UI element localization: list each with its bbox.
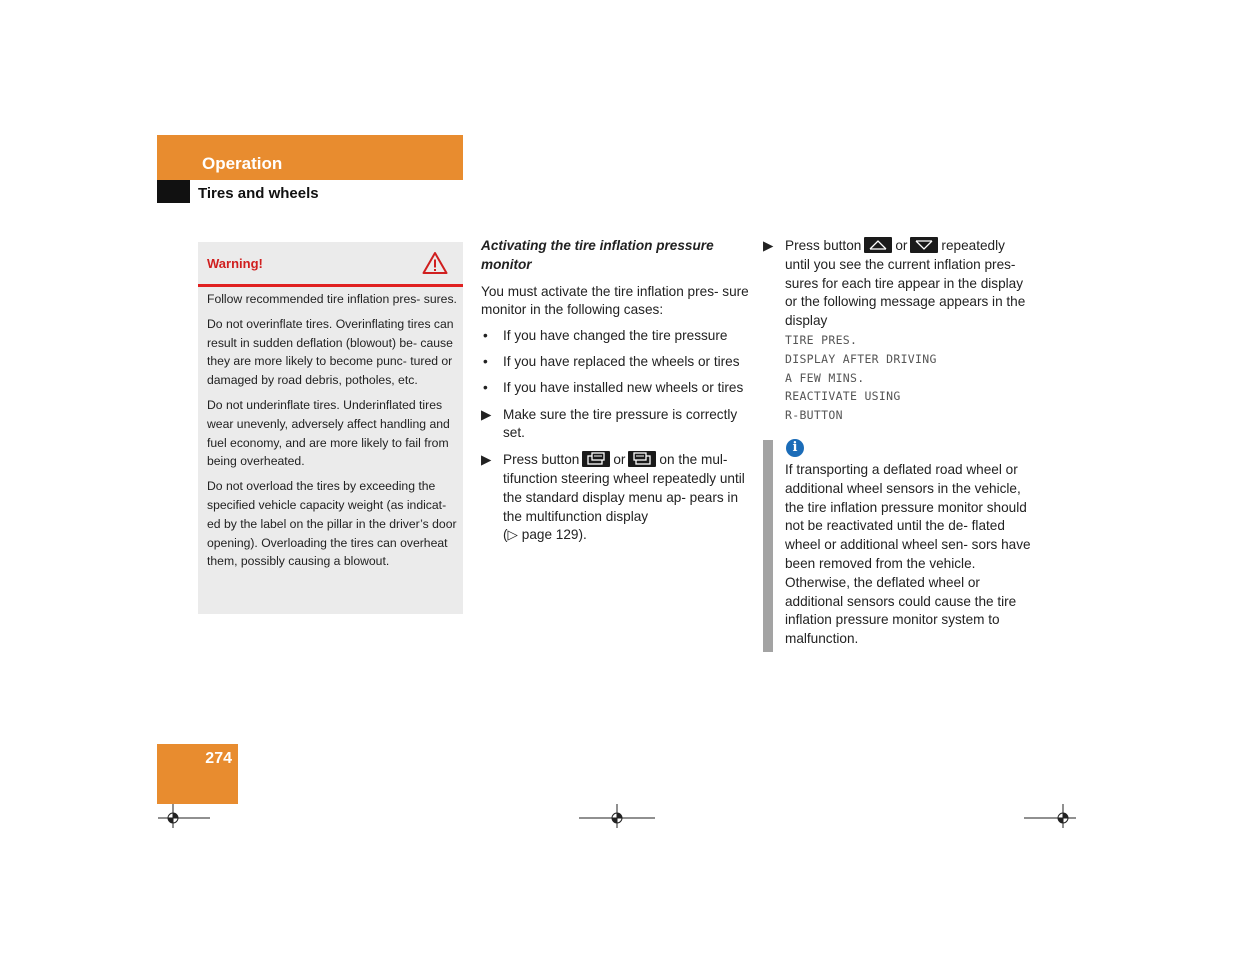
warning-paragraph: Do not overload the tires by exceeding the specified vehicle capacity weight (as indicat- ed by the label on the pillar in the driver’s door opening). Overloading the tires can overheat them, possibly causing a blowout.	[207, 479, 457, 569]
list-item-text: If you have changed the tire pressure	[503, 328, 728, 344]
warning-paragraph: Do not overinflate tires. Overinflating tires can result in sudden deflation (blowout) be- cause they are more likely to become punc- tured or damaged by road debris, potholes, etc.	[207, 316, 454, 388]
bullet-dot-icon: •	[483, 353, 488, 369]
info-bar	[763, 440, 773, 652]
info-text: If transporting a deflated road wheel or additional wheel sensors in the vehicle, the tire inflation pressure monitor should not be reactivated until the de- flated wheel or additional wheel sen- sors have been removed from the vehicle. Otherwise, the deflated wheel or additional sensors could cause the tire inflation pressure monitor system to malfunction.	[785, 462, 1031, 647]
page-number-box	[157, 744, 238, 804]
step-arrow-icon: ▶	[763, 238, 774, 253]
bullet-dot-icon: •	[483, 379, 488, 395]
step-text-suffix: on the mul- tifunction steering wheel repeatedly until the standard display menu ap- pears in the multifunction display	[503, 452, 745, 524]
display-message	[763, 331, 1033, 425]
up-button-icon	[864, 237, 892, 253]
warning-title: Warning!	[207, 256, 263, 271]
step-item	[481, 451, 751, 545]
warning-paragraph: Do not underinflate tires. Underinflated tires wear unevenly, adversely affect handling and fuel economy, and are more likely to fail from being overheated.	[207, 397, 450, 469]
step-text-prefix: Press button	[503, 452, 580, 468]
list-item	[481, 353, 751, 372]
info-icon: i	[786, 439, 804, 457]
step-item	[763, 237, 1033, 331]
display-line: R-BUTTON	[785, 408, 843, 423]
info-box	[763, 440, 1033, 652]
list-item-text: If you have replaced the wheels or tires	[503, 353, 740, 369]
page-reference: (▷ page 129).	[503, 527, 587, 543]
step-text-or: or	[613, 452, 626, 468]
activation-heading: Activating the tire inflation pressure monitor	[481, 238, 714, 272]
display-line: REACTIVATE USING	[785, 389, 901, 404]
step-text-or: or	[895, 238, 908, 253]
down-button-icon	[910, 237, 938, 253]
display-line: TIRE PRES.	[785, 332, 858, 347]
subsection-marker	[157, 180, 190, 203]
page-number: 274	[205, 750, 232, 767]
step-arrow-icon: ▶	[481, 406, 492, 422]
step-text-suffix: repeatedly until you see the current inflation pres- sures for each tire appear in the display or the following message appears in the display	[785, 238, 1026, 329]
registration-mark-icon	[158, 804, 212, 828]
list-item	[481, 327, 751, 346]
display-back-button-icon	[582, 451, 610, 467]
subsection-title: Tires and wheels	[198, 185, 319, 202]
warning-triangle-icon	[422, 251, 448, 275]
bullet-dot-icon: •	[483, 328, 488, 344]
registration-mark-icon	[1024, 804, 1078, 828]
display-line: DISPLAY AFTER DRIVING	[785, 351, 937, 366]
step-text-prefix: Press button	[785, 238, 862, 253]
section-title: Operation	[202, 154, 283, 173]
list-item-text: If you have installed new wheels or tires	[503, 379, 744, 395]
step-arrow-icon: ▶	[481, 452, 492, 468]
warning-box	[198, 242, 463, 614]
warning-paragraph: Follow recommended tire inflation pres- sures.	[207, 292, 457, 306]
display-forward-button-icon	[628, 451, 656, 467]
warning-header	[198, 242, 463, 287]
activation-intro: You must activate the tire inflation pres- sure monitor in the following cases:	[481, 283, 749, 318]
registration-mark-icon	[579, 804, 655, 828]
step-item	[481, 406, 751, 444]
procedure-column	[763, 237, 1033, 425]
activation-column	[481, 237, 751, 545]
step-text: Make sure the tire pressure is correctly set.	[503, 406, 738, 441]
warning-body	[207, 290, 457, 577]
display-line: A FEW MINS.	[785, 370, 865, 385]
list-item	[481, 379, 751, 398]
